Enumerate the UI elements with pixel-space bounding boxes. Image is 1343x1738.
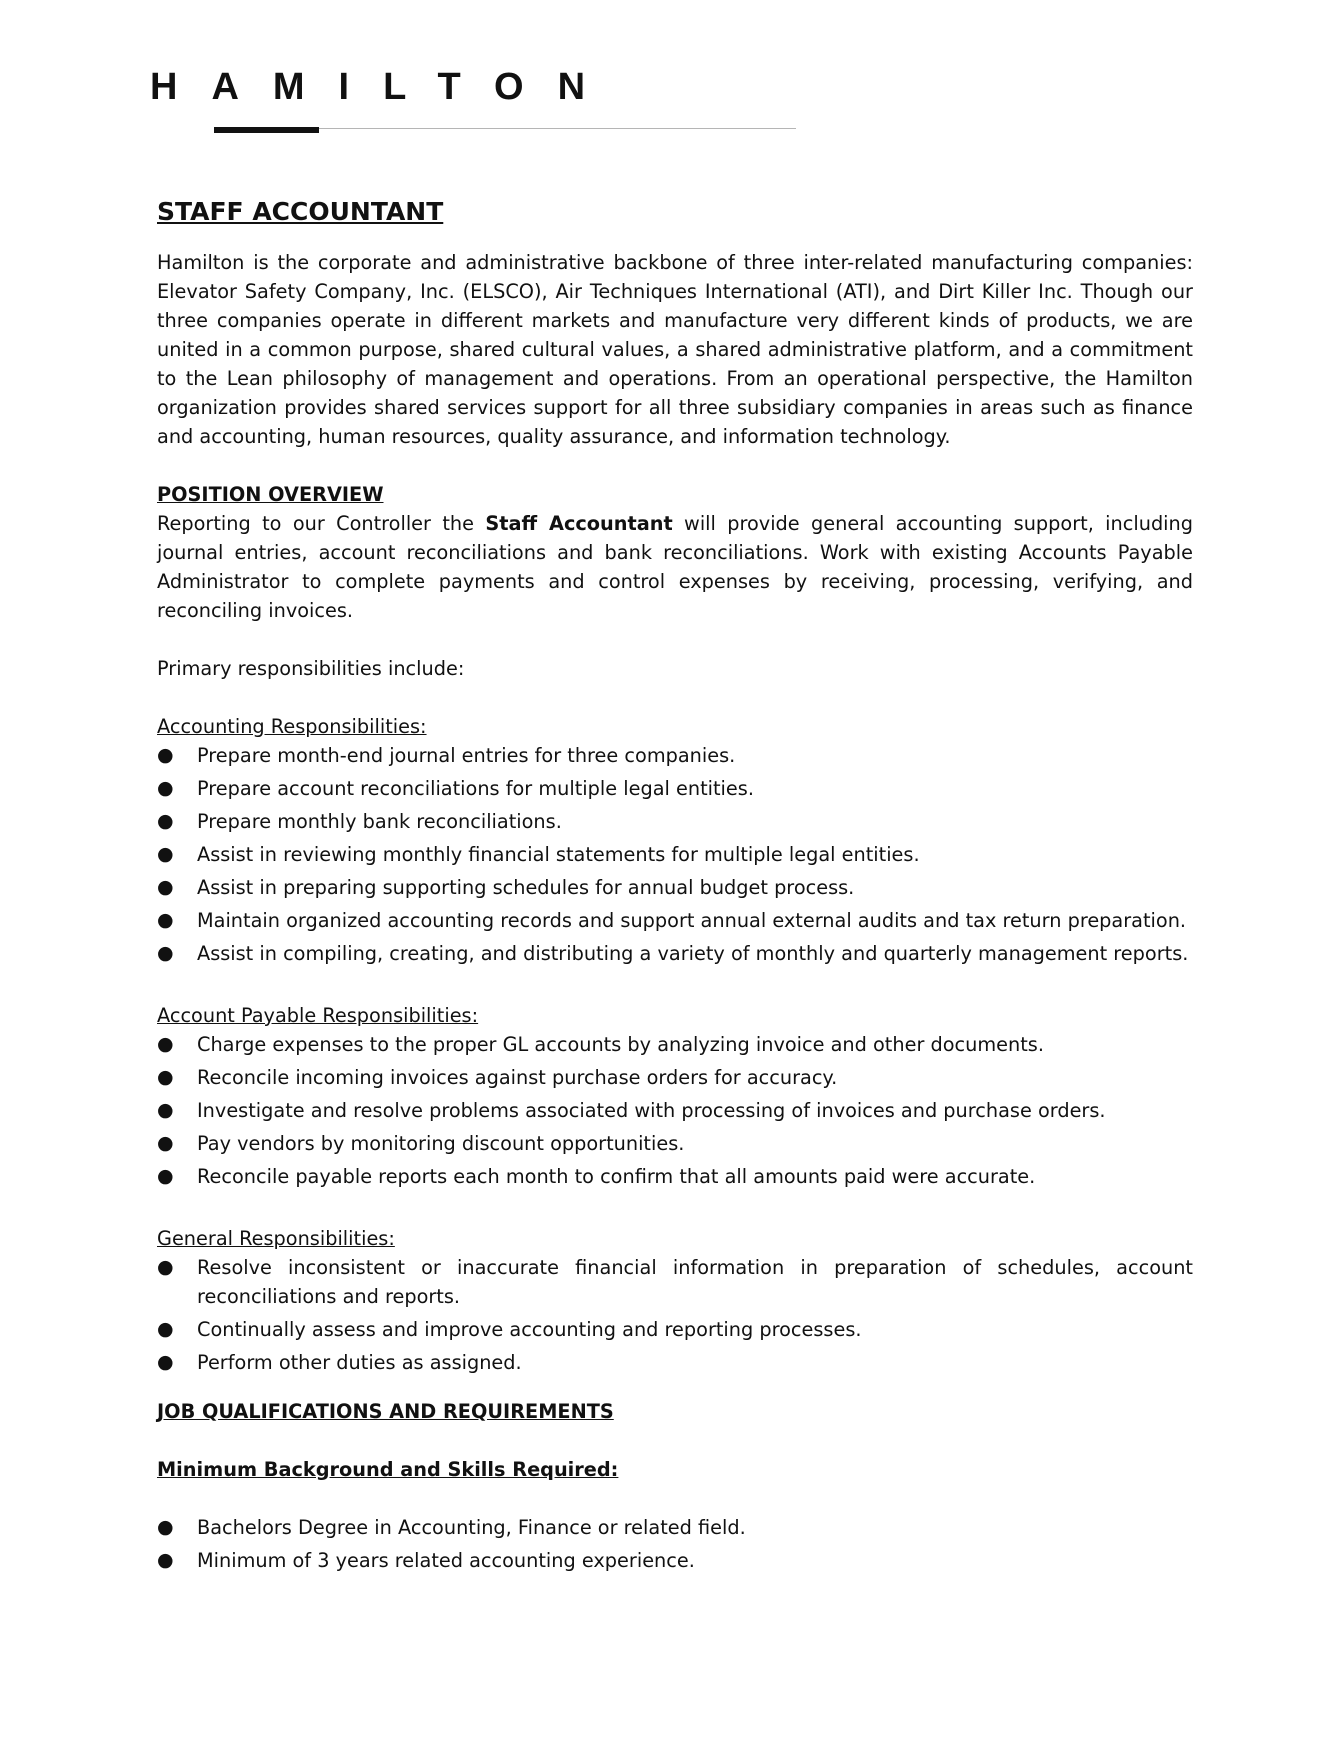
overview-text-start: Reporting to our Controller the [157, 512, 486, 535]
document-body [157, 196, 1193, 1579]
bullet-icon: ● [157, 1256, 174, 1278]
list-item-text: Perform other duties as assigned. [197, 1351, 522, 1374]
list-item-text: Prepare month-end journal entries for three companies. [197, 744, 736, 767]
payable-heading: Account Payable Responsibilities: [157, 1004, 479, 1027]
position-overview-paragraph [157, 509, 1193, 625]
list-item-text: Maintain organized accounting records and support annual external audits and tax return preparation. [197, 909, 1187, 932]
list-item-text: Assist in compiling, creating, and distributing a variety of monthly and quarterly management reports. [197, 942, 1189, 965]
position-overview-heading: POSITION OVERVIEW [157, 483, 384, 506]
minimum-skills-list [157, 1513, 1193, 1575]
minimum-skills-heading: Minimum Background and Skills Required: [157, 1458, 619, 1481]
list-item-text: Bachelors Degree in Accounting, Finance or related field. [197, 1516, 746, 1539]
list-item-text: Reconcile payable reports each month to confirm that all amounts paid were accurate. [197, 1165, 1036, 1188]
list-item [157, 840, 1193, 869]
list-item-text: Resolve inconsistent or inaccurate financial information in preparation of schedules, account reconciliations and reports. [197, 1256, 1193, 1308]
list-item [157, 1315, 1193, 1344]
bullet-icon: ● [157, 1132, 174, 1154]
general-heading: General Responsibilities: [157, 1227, 395, 1250]
company-logo: HAMILTON [150, 66, 620, 108]
accounting-list [157, 741, 1193, 968]
list-item [157, 1348, 1193, 1377]
list-item-text: Assist in reviewing monthly financial statements for multiple legal entities. [197, 843, 920, 866]
list-item-text: Minimum of 3 years related accounting experience. [197, 1549, 695, 1572]
bullet-icon: ● [157, 1099, 174, 1121]
qualifications-heading: JOB QUALIFICATIONS AND REQUIREMENTS [157, 1400, 614, 1423]
bullet-icon: ● [157, 1318, 174, 1340]
list-item [157, 774, 1193, 803]
bullet-icon: ● [157, 1066, 174, 1088]
list-item [157, 1162, 1193, 1191]
list-item [157, 939, 1193, 968]
overview-text-end: will provide general accounting support, including journal entries, account reconciliations and bank reconciliations. Work with existing Accounts Payable Administrator to complete payments and control expenses by receiving, processing, verifying, and reconciling invoices. [157, 512, 1193, 622]
list-item-text: Prepare monthly bank reconciliations. [197, 810, 562, 833]
list-item [157, 906, 1193, 935]
bullet-icon: ● [157, 876, 174, 898]
bullet-icon: ● [157, 744, 174, 766]
document-title: STAFF ACCOUNTANT [157, 197, 444, 226]
bullet-icon: ● [157, 1351, 174, 1373]
list-item-text: Prepare account reconciliations for multiple legal entities. [197, 777, 754, 800]
bullet-icon: ● [157, 777, 174, 799]
header-accent-bar [214, 127, 319, 133]
list-item [157, 1129, 1193, 1158]
list-item-text: Investigate and resolve problems associated with processing of invoices and purchase orders. [197, 1099, 1106, 1122]
list-item-text: Pay vendors by monitoring discount opportunities. [197, 1132, 685, 1155]
list-item [157, 1253, 1193, 1311]
bullet-icon: ● [157, 1165, 174, 1187]
bullet-icon: ● [157, 942, 174, 964]
bullet-icon: ● [157, 1033, 174, 1055]
bullet-icon: ● [157, 843, 174, 865]
list-item [157, 1030, 1193, 1059]
overview-role-name: Staff Accountant [485, 512, 673, 535]
list-item [157, 1063, 1193, 1092]
list-item-text: Continually assess and improve accounting and reporting processes. [197, 1318, 862, 1341]
general-list [157, 1253, 1193, 1377]
bullet-icon: ● [157, 909, 174, 931]
list-item [157, 1546, 1193, 1575]
list-item [157, 1096, 1193, 1125]
primary-responsibilities-label: Primary responsibilities include: [157, 657, 465, 680]
intro-paragraph: Hamilton is the corporate and administrative backbone of three inter-related manufacturing companies: Elevator Safety Company, Inc. (ELSCO), Air Techniques International (ATI), and Dirt Killer Inc. Though our three companies operate in different markets and manufacture very different kinds of products, we are united in a common purpose, shared cultural values, a shared administrative platform, and a commitment to the Lean philosophy of management and operations. From an operational perspective, the Hamilton organization provides shared services support for all three subsidiary companies in areas such as finance and accounting, human resources, quality assurance, and information technology. [157, 251, 1193, 448]
list-item-text: Assist in preparing supporting schedules for annual budget process. [197, 876, 855, 899]
list-item [157, 1513, 1193, 1542]
list-item-text: Reconcile incoming invoices against purchase orders for accuracy. [197, 1066, 838, 1089]
accounting-heading: Accounting Responsibilities: [157, 715, 427, 738]
bullet-icon: ● [157, 810, 174, 832]
payable-list [157, 1030, 1193, 1191]
bullet-icon: ● [157, 1549, 174, 1571]
list-item-text: Charge expenses to the proper GL accounts by analyzing invoice and other documents. [197, 1033, 1044, 1056]
list-item [157, 873, 1193, 902]
list-item [157, 807, 1193, 836]
list-item [157, 741, 1193, 770]
bullet-icon: ● [157, 1516, 174, 1538]
